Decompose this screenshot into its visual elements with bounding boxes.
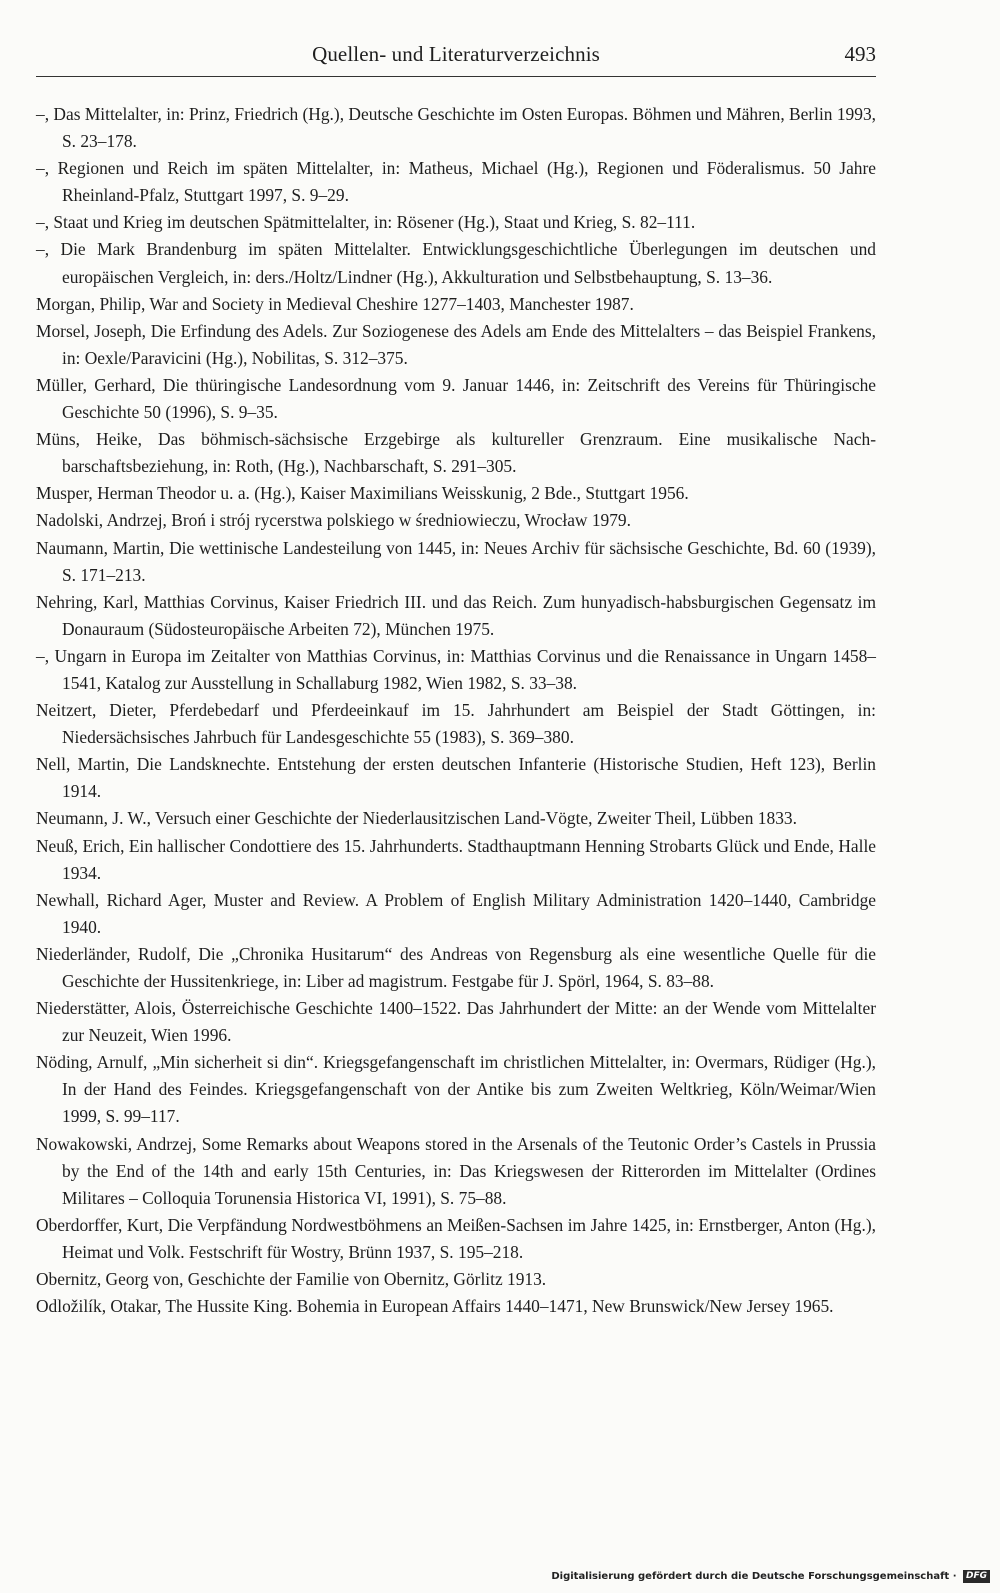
bibliography-entry: Obernitz, Georg von, Geschichte der Familie von Obernitz, Görlitz 1913. bbox=[36, 1269, 547, 1290]
bibliography-list bbox=[36, 101, 876, 1320]
bibliography-entry: –, Ungarn in Europa im Zeitalter von Matthias Corvinus, in: Matthias Corvinus und die Renaissance in Ungarn 1458–1541, Katalog zur Ausstellung in Schallaburg 1982, Wien 1982, S. 33–38. bbox=[36, 645, 876, 693]
bibliography-entry: Neitzert, Dieter, Pferdebedarf und Pferdeeinkauf im 15. Jahrhundert am Beispiel der Stadt Göttingen, in: Niedersächsisches Jahrbuch für Landesgeschichte 55 (1983), S. 369–380. bbox=[36, 700, 876, 748]
bibliography-entry: Niederstätter, Alois, Österreichische Geschichte 1400–1522. Das Jahrhundert der Mitte: an der Wende vom Mittelalter zur Neuzeit, Wien 1996. bbox=[36, 998, 876, 1046]
bibliography-entry: Niederländer, Rudolf, Die „Chronika Husitarum“ des Andreas von Regensburg als eine wesentliche Quelle für die Geschichte der Hussitenkriege, in: Liber ad magistrum. Festgabe für J. Spörl, 1964, S. 83–88. bbox=[36, 943, 876, 991]
bibliography-entry: Nowakowski, Andrzej, Some Remarks about Weapons stored in the Arsenals of the Teutonic Order’s Castels in Prussia by the End of the 14th and early 15th Centuries, in: Das Kriegswesen der Ritterorden im Mittelalter (Ordines Militares – Colloquia Torunensia Historica VI, 1991), S. 75–88. bbox=[36, 1133, 876, 1208]
bibliography-entry: Newhall, Richard Ager, Muster and Review. A Problem of English Military Administration 1420–1440, Cambridge 1940. bbox=[36, 889, 876, 937]
running-title: Quellen- und Literaturverzeichnis bbox=[312, 42, 600, 66]
running-header bbox=[36, 42, 876, 76]
dfg-logo: DFG bbox=[963, 1570, 990, 1583]
bibliography-entry: –, Staat und Krieg im deutschen Spätmittelalter, in: Rösener (Hg.), Staat und Krieg, S. 82–111. bbox=[36, 212, 696, 233]
bibliography-entry: –, Die Mark Brandenburg im späten Mittelalter. Entwicklungsgeschichtliche Überlegungen im deutschen und europäischen Vergleich, in: ders./Holtz/Lindner (Hg.), Akkulturation und Selbstbehauptung, S. 13–36. bbox=[36, 239, 876, 287]
bibliography-entry: Neuß, Erich, Ein hallischer Condottiere des 15. Jahrhunderts. Stadthauptmann Henning Strobarts Glück und Ende, Halle 1934. bbox=[36, 835, 876, 883]
digitization-footer bbox=[551, 1569, 990, 1585]
header-rule bbox=[36, 76, 876, 77]
bibliography-entry: Naumann, Martin, Die wettinische Landesteilung von 1445, in: Neues Archiv für sächsische Geschichte, Bd. 60 (1939), S. 171–213. bbox=[36, 537, 876, 585]
bibliography-entry: Musper, Herman Theodor u. a. (Hg.), Kaiser Maximilians Weisskunig, 2 Bde., Stuttgart 1956. bbox=[36, 483, 689, 504]
bibliography-entry: –, Das Mittelalter, in: Prinz, Friedrich (Hg.), Deutsche Geschichte im Osten Europas. Böhmen und Mähren, Berlin 1993, S. 23–178. bbox=[36, 104, 876, 152]
bibliography-entry: Müller, Gerhard, Die thüringische Landesordnung vom 9. Januar 1446, in: Zeitschrift des Vereins für Thüringische Geschichte 50 (1996), S. 9–35. bbox=[36, 374, 876, 423]
bibliography-entry: Odložilík, Otakar, The Hussite King. Bohemia in European Affairs 1440–1471, New Brunswick/New Jersey 1965. bbox=[36, 1296, 834, 1317]
bibliography-entry: Morsel, Joseph, Die Erfindung des Adels. Zur Soziogenese des Adels am Ende des Mittelalters – das Beispiel Frankens, in: Oexle/Paravicini (Hg.), Nobilitas, S. 312–375. bbox=[36, 320, 876, 368]
page-number: 493 bbox=[844, 42, 876, 66]
bibliography-entry: Nadolski, Andrzej, Broń i strój rycerstwa polskiego w średniowieczu, Wrocław 1979. bbox=[36, 510, 631, 531]
bibliography-entry: Nell, Martin, Die Landsknechte. Entstehung der ersten deutschen Infanterie (Historische Studien, Heft 123), Berlin 1914. bbox=[36, 754, 876, 802]
bibliography-entry: Morgan, Philip, War and Society in Medieval Cheshire 1277–1403, Manchester 1987. bbox=[36, 293, 634, 314]
bibliography-entry: Neumann, J. W., Versuch einer Geschichte der Niederlausitzischen Land-Vögte, Zweiter Theil, Lübben 1833. bbox=[36, 808, 797, 829]
bibliography-entry: Oberdorffer, Kurt, Die Verpfändung Nordwestböhmens an Meißen-Sachsen im Jahre 1425, in: Ernstberger, Anton (Hg.), Heimat und Volk. Festschrift für Wostry, Brünn 1937, S. 195–218. bbox=[36, 1214, 876, 1262]
bibliography-entry: Müns, Heike, Das böhmisch-sächsische Erzgebirge als kultureller Grenzraum. Eine musikalische Nachbarschaftsbeziehung, in: Roth, (Hg.), Nachbarschaft, S. 291–305. bbox=[36, 429, 876, 477]
bibliography-entry: Nöding, Arnulf, „Min sicherheit si din“. Kriegsgefangenschaft im christlichen Mittelalter, in: Overmars, Rüdiger (Hg.), In der Hand des Feindes. Kriegsgefangenschaft von der Antike bis zum Zweiten Weltkrieg, Köln/Weimar/Wien 1999, S. 99–117. bbox=[36, 1052, 876, 1127]
footer-text: Digitalisierung gefördert durch die Deutsche Forschungsgemeinschaft · bbox=[551, 1571, 957, 1582]
bibliography-entry: Nehring, Karl, Matthias Corvinus, Kaiser Friedrich III. und das Reich. Zum hunyadisch-habsburgischen Gegensatz im Donauraum (Südosteuropäische Arbeiten 72), München 1975. bbox=[36, 591, 876, 639]
bibliography-entry: –, Regionen und Reich im späten Mittelalter, in: Matheus, Michael (Hg.), Regionen und Föderalismus. 50 Jahre Rheinland-Pfalz, Stuttgart 1997, S. 9–29. bbox=[36, 158, 876, 206]
